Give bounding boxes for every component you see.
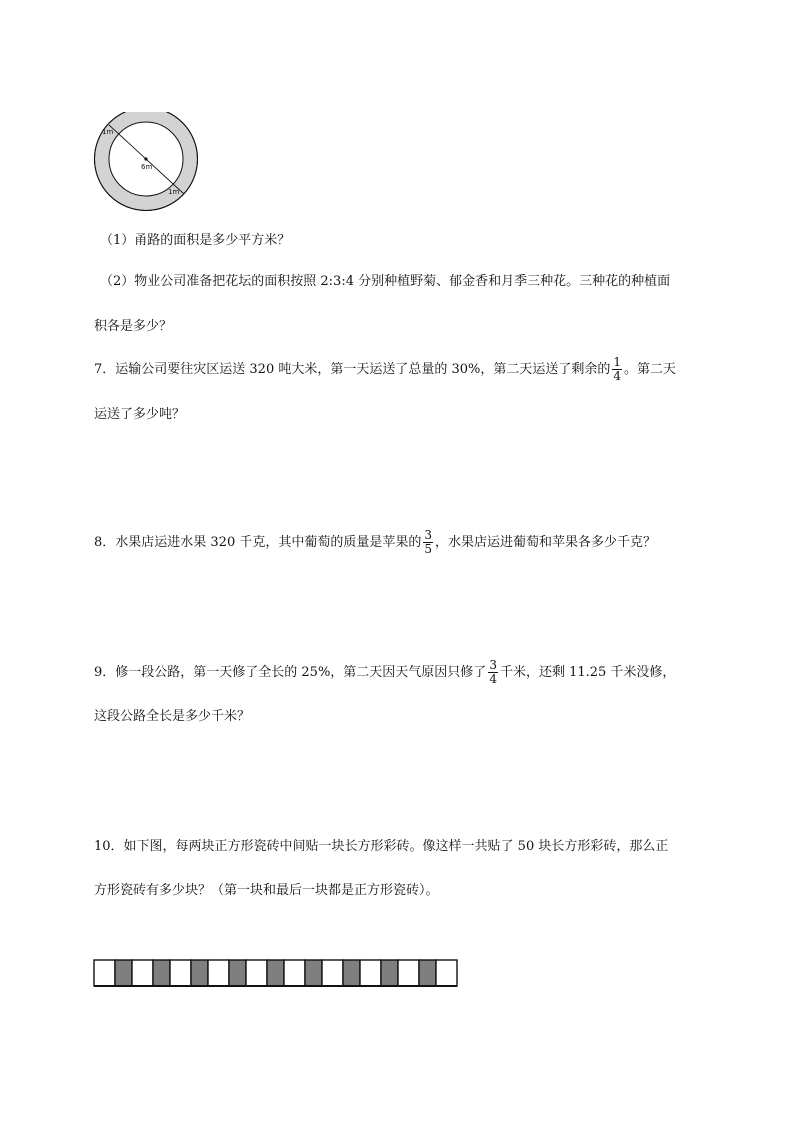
q9-fraction bbox=[488, 659, 498, 686]
q9-text-a: 9．修一段公路，第一天修了全长的 25%，第二天因天气原因只修了 bbox=[94, 665, 487, 680]
center-dot bbox=[144, 157, 147, 160]
rect-tile bbox=[229, 960, 246, 986]
q8-fraction bbox=[423, 529, 433, 556]
q9-frac-num: 3 bbox=[489, 658, 497, 672]
q8-text-b: ，水果店运进葡萄和苹果各多少千克？ bbox=[435, 535, 657, 550]
square-tile bbox=[132, 960, 153, 986]
rect-tile bbox=[419, 960, 436, 986]
q7-frac-num: 1 bbox=[613, 355, 622, 369]
rect-tile bbox=[267, 960, 284, 986]
square-tile bbox=[208, 960, 229, 986]
tile-strip-figure bbox=[92, 958, 478, 990]
rect-tile bbox=[305, 960, 322, 986]
square-tile bbox=[360, 960, 381, 986]
square-tile bbox=[322, 960, 343, 986]
q8-text-a: 8．水果店运进水果 320 千克，其中葡萄的质量是苹果的 bbox=[94, 535, 422, 550]
rect-tile bbox=[115, 960, 132, 986]
q7-text-b: 。第二天 bbox=[624, 362, 677, 377]
rect-tile bbox=[153, 960, 170, 986]
ring-label-bottom: 1m bbox=[168, 188, 180, 196]
square-tile bbox=[170, 960, 191, 986]
q9-line1 bbox=[94, 658, 675, 688]
q9-text-b: 千米，还剩 11.25 千米没修， bbox=[499, 665, 676, 680]
rect-tile bbox=[343, 960, 360, 986]
q8-line1 bbox=[94, 528, 656, 558]
ring-path-figure bbox=[92, 112, 202, 212]
q6-sub1: （1）甬路的面积是多少平方米？ bbox=[100, 233, 291, 248]
q8-frac-num: 3 bbox=[424, 528, 432, 542]
rect-tile bbox=[381, 960, 398, 986]
q8-frac-den: 5 bbox=[424, 542, 432, 556]
q7-frac-den: 4 bbox=[613, 369, 622, 383]
square-tile bbox=[94, 960, 115, 986]
q7-text-a: 7．运输公司要往灾区运送 320 吨大米，第一天运送了总量的 30%，第二天运送了剩余的 bbox=[94, 362, 611, 377]
rect-tile bbox=[191, 960, 208, 986]
square-tile bbox=[436, 960, 457, 986]
q10-line2: 方形瓷砖有多少块？（第一块和最后一块都是正方形瓷砖）。 bbox=[94, 883, 439, 898]
square-tile bbox=[284, 960, 305, 986]
ring-label-center: 6m bbox=[141, 163, 153, 171]
q6-sub2-line1: （2）物业公司准备把花坛的面积按照 2:3:4 分别种植野菊、郁金香和月季三种花。三种花的种植面 bbox=[100, 274, 671, 289]
square-tile bbox=[246, 960, 267, 986]
ring-label-top: 1m bbox=[102, 128, 114, 136]
q7-fraction bbox=[612, 356, 622, 383]
q9-line2: 这段公路全长是多少千米？ bbox=[94, 709, 251, 724]
q7-line2: 运送了多少吨？ bbox=[94, 407, 186, 422]
q6-sub2-line2: 积各是多少？ bbox=[94, 319, 173, 334]
q9-frac-den: 4 bbox=[489, 672, 497, 686]
q7-line1 bbox=[94, 355, 676, 385]
square-tile bbox=[398, 960, 419, 986]
q10-line1: 10．如下图，每两块正方形瓷砖中间贴一块长方形彩砖。像这样一共贴了 50 块长方形彩砖，那么正 bbox=[94, 839, 669, 854]
